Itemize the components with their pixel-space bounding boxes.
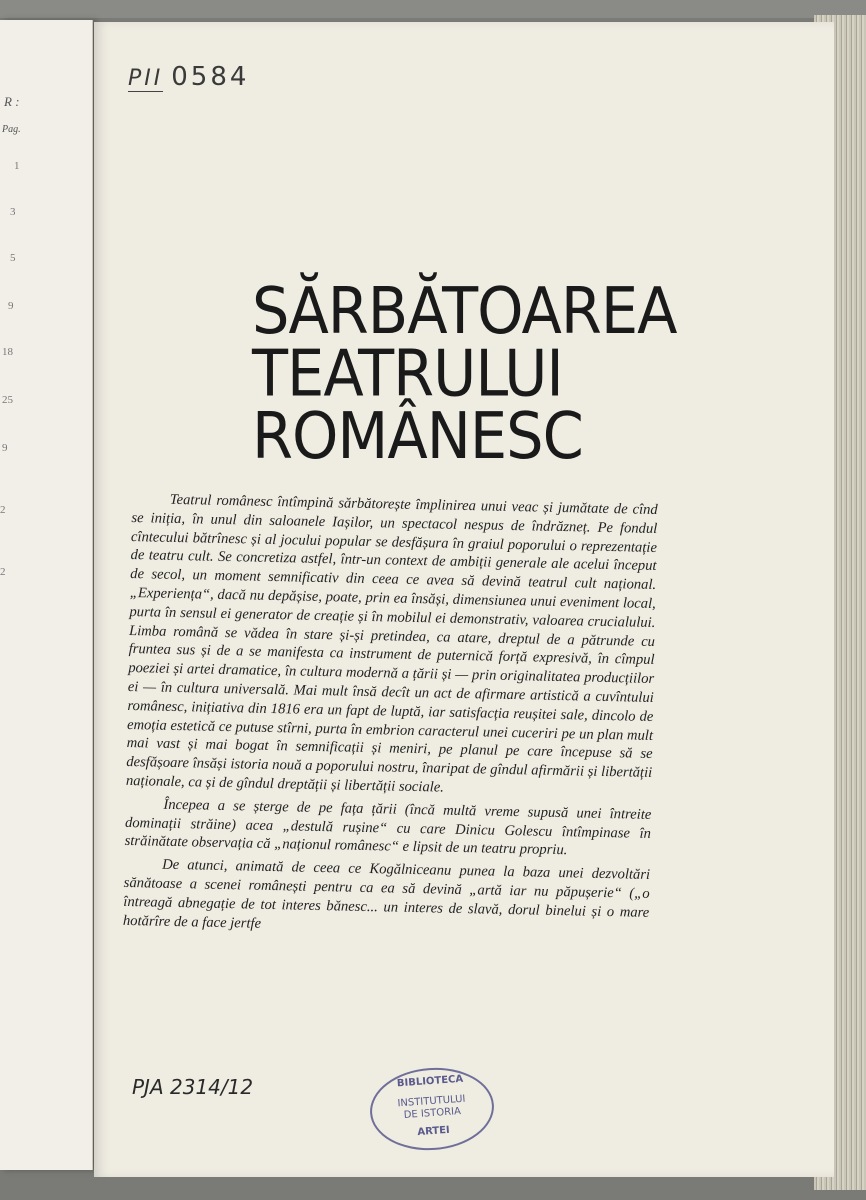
paragraph: Teatrul românesc întîmpină sărbătorește împlinirea unui veac și jumătate de cînd se iniția, în unul din saloanele Iașilor, un spectacol nespus de îndrăzneț. Pe fondul cîntecului bătrînesc și al jocului popular se desfășura în graiul poporului o reprezentație de teatru cult. Se concretiza astfel, într-un context de ambiții generale ale acelui început de secol, un moment semnificativ din ceea ce avea să devină teatrul cult național. „Experiența“, dacă nu depășise, poate, prin ea însăși, dimensiunea unui eveniment local, purta în sensul ei generator de creație și în mobilul ei demonstrativ, valoarea crucialului. Limba română se vădea în stare și-și pretindea, ca atare, dreptul de a pătrunde cu fruntea sus și de a se manifesta ca instrument de puternică forță expresivă, în cîmpul poeziei și artei dramatice, în cultura modernă a țării și — prin originalitatea producțiilor ei — în cultura universală. Mai mult însă decît un act de afirmare artistică a cuvîntului românesc, inițiativa din 1816 era un fapt de luptă, iar satisfacția reușitei sale, dincolo de emoția estetică ce putuse stîrni, purta în embrion caracterul unei cuceriri pe un plan mult mai vast și mai bogat în semnificații și meniri, pe planul pe care începuse să se desfășoare însăși istoria nouă a poporului nostru, înaripat de gîndul afirmării și libertății naționale, ca și de gîndul dreptății și libertății sociale. [125, 491, 658, 796]
stamp-line: BIBLIOTECA [396, 1073, 464, 1090]
scan-background-top [0, 0, 866, 18]
handwritten-call-number [128, 62, 249, 92]
strip-page-number: 3 [10, 206, 16, 218]
paragraph: Începea a se șterge de pe fața țării (încă multă vreme supusă unei întreite dominații străine) acea „destulă rușine“ cu care Dinicu Golescu întîmpinase în străinătate observația că „naționul românesc“ e lipsit de un teatru propriu. [124, 796, 652, 859]
title-line: ROMÂNESC [252, 398, 583, 474]
call-number: 0584 [171, 62, 250, 92]
article-body [123, 490, 658, 945]
paragraph: De atunci, animată de ceea ce Kogălniceanu punea la baza unei dezvoltări sănătoase a scenei românești pentru ca ea să devină „artă iar nu păpușerie“ („o întreagă abnegație de tot interes bănesc... un interes de slavă, dorul binelui și o mare hotărîre de a face jertfe [122, 856, 651, 932]
strip-label: R : [4, 94, 20, 109]
strip-page-number: 9 [2, 442, 8, 454]
call-number-prefix: PII [128, 66, 164, 91]
strip-page-number: 9 [8, 300, 14, 312]
previous-page-strip [0, 20, 93, 1170]
strip-page-number: 1 [14, 160, 20, 172]
strip-page-number: 25 [2, 394, 13, 406]
strip-page-number: 5 [10, 252, 16, 264]
strip-page-number: 2 [0, 566, 6, 578]
title-line: SĂRBĂTOAREA [252, 273, 677, 349]
title-line: TEATRULUI [252, 336, 563, 411]
stamp-line: ARTEI [417, 1124, 451, 1139]
strip-column-label: Pag. [2, 124, 21, 135]
article-title [252, 273, 752, 474]
stamp-line: DE ISTORIA [403, 1106, 462, 1121]
strip-page-number: 2 [0, 504, 6, 516]
stamp-line: INSTITUTULUI [397, 1093, 466, 1110]
strip-page-number: 18 [2, 346, 13, 358]
handwritten-inventory-number: PJA 2314/12 [132, 1075, 254, 1099]
